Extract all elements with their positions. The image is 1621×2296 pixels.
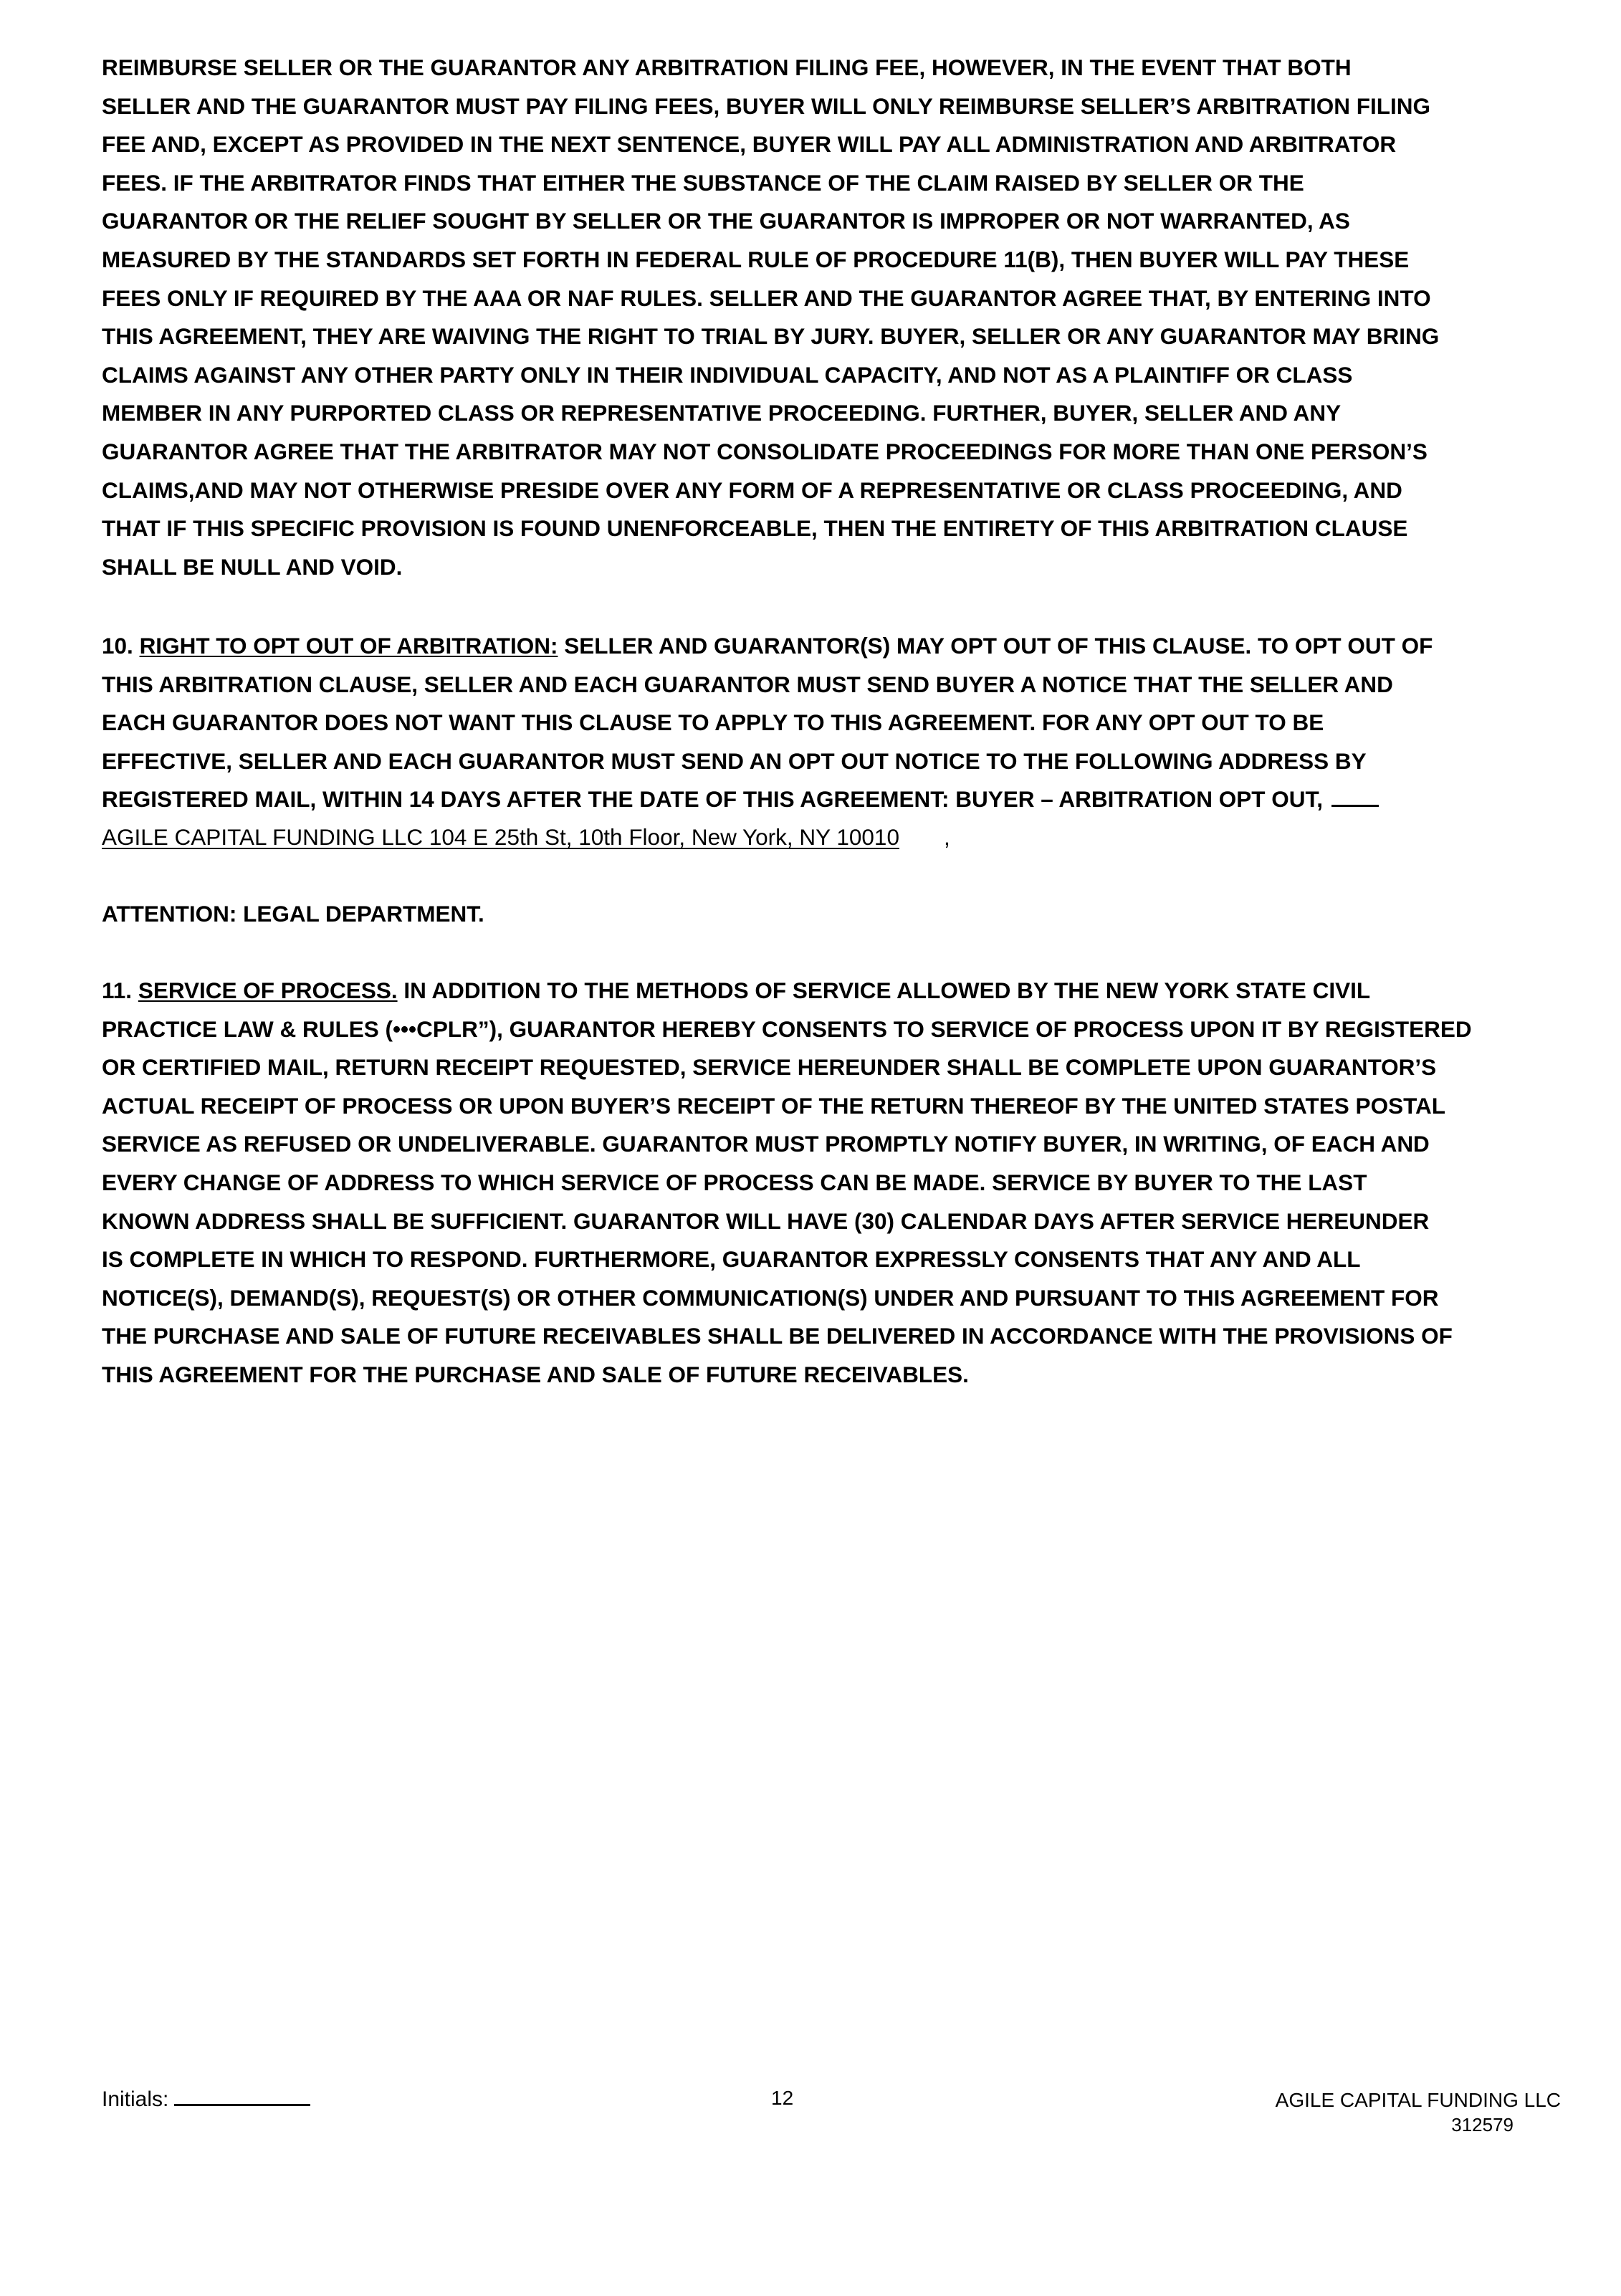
footer-company-block — [1276, 2088, 1561, 2137]
paragraph-line: THIS ARBITRATION CLAUSE, SELLER AND EACH GUARANTOR MUST SEND BUYER A NOTICE THAT THE SELLER AND — [102, 671, 1393, 697]
paragraph-line: THE PURCHASE AND SALE OF FUTURE RECEIVABLES SHALL BE DELIVERED IN ACCORDANCE WITH THE PROVISIONS OF — [102, 1323, 1453, 1349]
attention-line — [102, 895, 1535, 934]
section-10-heading: RIGHT TO OPT OUT OF ARBITRATION: — [139, 633, 558, 659]
section-10-number: 10. — [102, 633, 133, 659]
paragraph-line: MEASURED BY THE STANDARDS SET FORTH IN FEDERAL RULE OF PROCEDURE 11(B), THEN BUYER WILL PAY THESE — [102, 246, 1410, 272]
initials-blank-line[interactable] — [174, 2087, 310, 2106]
paragraph-line: SELLER AND THE GUARANTOR MUST PAY FILING FEES, BUYER WILL ONLY REIMBURSE SELLER’S ARBITRATION FILING — [102, 92, 1430, 119]
initials-field[interactable] — [102, 2087, 310, 2112]
paragraph-line: GUARANTOR OR THE RELIEF SOUGHT BY SELLER OR THE GUARANTOR IS IMPROPER OR NOT WARRANTED, AS — [102, 208, 1350, 234]
footer-reference-number: 312579 — [1451, 2114, 1514, 2135]
footer-company-name: AGILE CAPITAL FUNDING LLC — [1275, 2089, 1561, 2111]
address-comma: , — [943, 824, 950, 850]
paragraph-line: GUARANTOR AGREE THAT THE ARBITRATOR MAY NOT CONSOLIDATE PROCEEDINGS FOR MORE THAN ONE PERSON’S — [102, 438, 1428, 464]
section-10-first-line — [102, 627, 1535, 666]
paragraph-line: CLAIMS AGAINST ANY OTHER PARTY ONLY IN THEIR INDIVIDUAL CAPACITY, AND NOT AS A PLAINTIFF OR CLASS — [102, 361, 1353, 388]
paragraph-line: FEES ONLY IF REQUIRED BY THE AAA OR NAF RULES. SELLER AND THE GUARANTOR AGREE THAT, BY ENTERING INTO — [102, 284, 1431, 311]
page-number: 12 — [771, 2087, 794, 2109]
paragraph-line: PRACTICE LAW & RULES (•••CPLR”), GUARANTOR HEREBY CONSENTS TO SERVICE OF PROCESS UPON IT BY REGISTERED — [102, 1015, 1472, 1042]
opt-out-address — [102, 818, 950, 856]
paragraph-line: FEES. IF THE ARBITRATOR FINDS THAT EITHER THE SUBSTANCE OF THE CLAIM RAISED BY SELLER OR THE — [102, 169, 1304, 196]
paragraph-line: IS COMPLETE IN WHICH TO RESPOND. FURTHERMORE, GUARANTOR EXPRESSLY CONSENTS THAT ANY AND ALL — [102, 1246, 1361, 1273]
buyer-address: AGILE CAPITAL FUNDING LLC 104 E 25th St, 10th Floor, New York, NY 10010 — [102, 824, 899, 850]
paragraph-line: THIS AGREEMENT FOR THE PURCHASE AND SALE OF FUTURE RECEIVABLES. — [102, 1361, 969, 1387]
initials-label: Initials: — [102, 2087, 169, 2111]
section-10-first-line-text: SELLER AND GUARANTOR(S) MAY OPT OUT OF THIS CLAUSE. TO OPT OUT OF — [558, 633, 1433, 659]
paragraph-line: SERVICE AS REFUSED OR UNDELIVERABLE. GUARANTOR MUST PROMPTLY NOTIFY BUYER, IN WRITING, OF EACH AND — [102, 1131, 1430, 1157]
paragraph-line: EVERY CHANGE OF ADDRESS TO WHICH SERVICE OF PROCESS CAN BE MADE. SERVICE BY BUYER TO THE LAST — [102, 1169, 1367, 1195]
paragraph-line: SHALL BE NULL AND VOID. — [102, 553, 403, 580]
paragraph-line: ACTUAL RECEIPT OF PROCESS OR UPON BUYER’S RECEIPT OF THE RETURN THEREOF BY THE UNITED STATES POSTAL — [102, 1092, 1445, 1119]
arbitration-fees-paragraph — [102, 49, 1535, 586]
fill-in-blank — [1331, 790, 1379, 807]
paragraph-line: THIS AGREEMENT, THEY ARE WAIVING THE RIGHT TO TRIAL BY JURY. BUYER, SELLER OR ANY GUARANTOR MAY BRING — [102, 323, 1440, 350]
section-10-opt-out — [102, 627, 1535, 819]
paragraph-line: FEE AND, EXCEPT AS PROVIDED IN THE NEXT SENTENCE, BUYER WILL PAY ALL ADMINISTRATION AND ARBITRATOR — [102, 131, 1397, 158]
section-11-service-of-process — [102, 972, 1535, 1395]
paragraph-line: CLAIMS,AND MAY NOT OTHERWISE PRESIDE OVER ANY FORM OF A REPRESENTATIVE OR CLASS PROCEEDING, AND — [102, 477, 1402, 503]
attention-text: ATTENTION: LEGAL DEPARTMENT. — [102, 901, 484, 927]
section-11-number: 11. — [102, 977, 133, 1003]
paragraph-line: EACH GUARANTOR DOES NOT WANT THIS CLAUSE TO APPLY TO THIS AGREEMENT. FOR ANY OPT OUT TO BE — [102, 709, 1324, 736]
paragraph-line: THAT IF THIS SPECIFIC PROVISION IS FOUND UNENFORCEABLE, THEN THE ENTIRETY OF THIS ARBITRATION CLAUSE — [102, 515, 1408, 542]
paragraph-line: REGISTERED MAIL, WITHIN 14 DAYS AFTER THE DATE OF THIS AGREEMENT: BUYER – ARBITRATION OPT OUT, — [102, 786, 1323, 813]
paragraph-line: MEMBER IN ANY PURPORTED CLASS OR REPRESENTATIVE PROCEEDING. FURTHER, BUYER, SELLER AND ANY — [102, 400, 1342, 426]
paragraph-line: KNOWN ADDRESS SHALL BE SUFFICIENT. GUARANTOR WILL HAVE (30) CALENDAR DAYS AFTER SERVICE HEREUNDER — [102, 1207, 1430, 1234]
paragraph-line: REIMBURSE SELLER OR THE GUARANTOR ANY ARBITRATION FILING FEE, HOWEVER, IN THE EVENT THAT BOTH — [102, 54, 1352, 80]
paragraph-line: OR CERTIFIED MAIL, RETURN RECEIPT REQUESTED, SERVICE HEREUNDER SHALL BE COMPLETE UPON GUARANTOR’S — [102, 1054, 1437, 1081]
section-11-heading: SERVICE OF PROCESS. — [138, 977, 398, 1003]
section-11-first-line-text: IN ADDITION TO THE METHODS OF SERVICE ALLOWED BY THE NEW YORK STATE CIVIL — [397, 977, 1371, 1003]
paragraph-line: NOTICE(S), DEMAND(S), REQUEST(S) OR OTHER COMMUNICATION(S) UNDER AND PURSUANT TO THIS AGREEMENT FOR — [102, 1284, 1439, 1311]
paragraph-line: EFFECTIVE, SELLER AND EACH GUARANTOR MUST SEND AN OPT OUT NOTICE TO THE FOLLOWING ADDRESS BY — [102, 747, 1367, 774]
section-11-first-line — [102, 972, 1535, 1010]
section-10-last-line — [102, 780, 1535, 819]
